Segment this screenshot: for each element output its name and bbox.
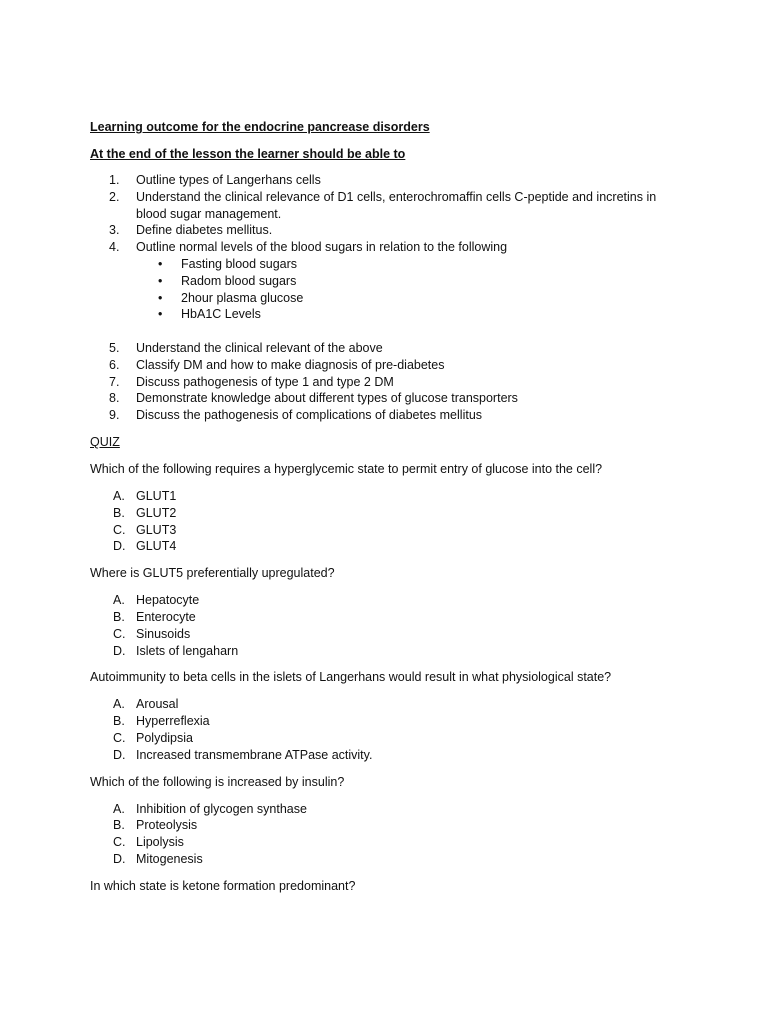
outcome-number: 7. <box>109 374 120 389</box>
answer-option <box>90 522 690 539</box>
option-letter: D. <box>113 747 126 762</box>
outcome-number: 5. <box>109 340 120 355</box>
outcome-text: Outline normal levels of the blood sugars in relation to the following <box>136 240 508 255</box>
quiz-heading: QUIZ <box>90 434 120 449</box>
answer-option <box>90 488 690 505</box>
blood-sugar-sublist <box>90 256 690 323</box>
outcome-item <box>90 222 690 239</box>
outcome-number: 2. <box>109 189 120 204</box>
outcomes-list-a <box>90 172 690 256</box>
sub-bullet-item <box>90 273 690 290</box>
question-text: Which of the following requires a hyperglycemic state to permit entry of glucose into the cell? <box>90 461 603 476</box>
sub-bullet-text: Fasting blood sugars <box>181 256 298 271</box>
outcome-item <box>90 357 690 374</box>
answer-option <box>90 592 690 609</box>
outcome-item <box>90 172 690 189</box>
answer-option <box>90 643 690 660</box>
option-letter: D. <box>113 851 126 866</box>
document-subtitle: At the end of the lesson the learner should be able to <box>90 147 406 161</box>
outcome-number: 3. <box>109 223 120 238</box>
spacer <box>90 323 690 340</box>
option-text: Sinusoids <box>136 626 191 641</box>
option-text: Enterocyte <box>136 609 196 624</box>
outcome-text: Understand the clinical relevance of D1 cells, enterochromaffin cells C-peptide and incretins in blood sugar management. <box>136 189 657 221</box>
answer-options <box>90 801 690 868</box>
option-letter: D. <box>113 643 126 658</box>
answer-option <box>90 747 690 764</box>
outcome-item <box>90 189 690 223</box>
bullet-icon: • <box>158 307 163 322</box>
option-text: GLUT3 <box>136 522 177 537</box>
sub-bullet-text: Radom blood sugars <box>181 273 297 288</box>
answer-option <box>90 713 690 730</box>
answer-option <box>90 834 690 851</box>
bullet-icon: • <box>158 256 163 271</box>
option-letter: D. <box>113 539 126 554</box>
outcome-text: Outline types of Langerhans cells <box>136 173 321 187</box>
outcome-item <box>90 390 690 407</box>
outcomes-list-b <box>90 340 690 424</box>
question-text: Where is GLUT5 preferentially upregulated? <box>90 566 335 581</box>
option-text: Inhibition of glycogen synthase <box>136 801 307 816</box>
bullet-icon: • <box>158 273 163 288</box>
option-text: Polydipsia <box>136 730 193 745</box>
outcome-number: 9. <box>109 408 120 423</box>
answer-option <box>90 538 690 555</box>
answer-option <box>90 505 690 522</box>
answer-option <box>90 801 690 818</box>
option-text: Mitogenesis <box>136 851 203 866</box>
answer-option <box>90 851 690 868</box>
outcome-text: Define diabetes mellitus. <box>136 223 273 238</box>
option-text: Proteolysis <box>136 818 198 833</box>
option-text: Arousal <box>136 697 179 712</box>
outcome-number: 6. <box>109 357 120 372</box>
option-text: Increased transmembrane ATPase activity. <box>136 747 373 762</box>
answer-options <box>90 592 690 659</box>
sub-bullet-item <box>90 306 690 323</box>
option-letter: A. <box>113 801 125 816</box>
option-letter: B. <box>113 714 125 729</box>
answer-options <box>90 488 690 555</box>
option-letter: A. <box>113 697 125 712</box>
option-letter: C. <box>113 626 126 641</box>
outcome-number: 1. <box>109 173 120 187</box>
outcome-text: Discuss pathogenesis of type 1 and type 2 DM <box>136 374 394 389</box>
option-text: Hepatocyte <box>136 593 200 608</box>
option-text: GLUT2 <box>136 505 177 520</box>
option-letter: B. <box>113 505 125 520</box>
question-text: Which of the following is increased by insulin? <box>90 774 345 789</box>
sub-bullet-item <box>90 290 690 307</box>
option-letter: C. <box>113 835 126 850</box>
option-text: Lipolysis <box>136 835 184 850</box>
option-letter: C. <box>113 522 126 537</box>
option-text: Hyperreflexia <box>136 714 210 729</box>
question-text: Autoimmunity to beta cells in the islets of Langerhans would result in what physiological state? <box>90 670 612 685</box>
sub-bullet-text: HbA1C Levels <box>181 307 261 322</box>
option-letter: C. <box>113 730 126 745</box>
option-letter: A. <box>113 488 125 503</box>
option-letter: A. <box>113 593 125 608</box>
outcome-text: Discuss the pathogenesis of complications of diabetes mellitus <box>136 408 483 423</box>
outcome-number: 4. <box>109 240 120 255</box>
sub-bullet-item <box>90 256 690 273</box>
question-text: In which state is ketone formation predominant? <box>90 878 356 893</box>
option-letter: B. <box>113 818 125 833</box>
answer-option <box>90 696 690 713</box>
answer-option <box>90 626 690 643</box>
outcome-text: Understand the clinical relevant of the above <box>136 340 383 355</box>
outcome-item <box>90 340 690 357</box>
answer-options <box>90 696 690 763</box>
answer-option <box>90 730 690 747</box>
document-title: Learning outcome for the endocrine pancrease disorders <box>90 120 430 134</box>
document-page <box>90 119 690 895</box>
answer-option <box>90 817 690 834</box>
bullet-icon: • <box>158 290 163 305</box>
sub-bullet-text: 2hour plasma glucose <box>181 290 304 305</box>
outcome-number: 8. <box>109 391 120 406</box>
option-text: Islets of lengaharn <box>136 643 239 658</box>
outcome-item <box>90 239 690 256</box>
option-letter: B. <box>113 609 125 624</box>
outcome-item <box>90 407 690 424</box>
outcome-text: Demonstrate knowledge about different types of glucose transporters <box>136 391 518 406</box>
option-text: GLUT4 <box>136 539 177 554</box>
outcome-text: Classify DM and how to make diagnosis of pre-diabetes <box>136 357 445 372</box>
outcome-item <box>90 374 690 391</box>
option-text: GLUT1 <box>136 488 177 503</box>
answer-option <box>90 609 690 626</box>
